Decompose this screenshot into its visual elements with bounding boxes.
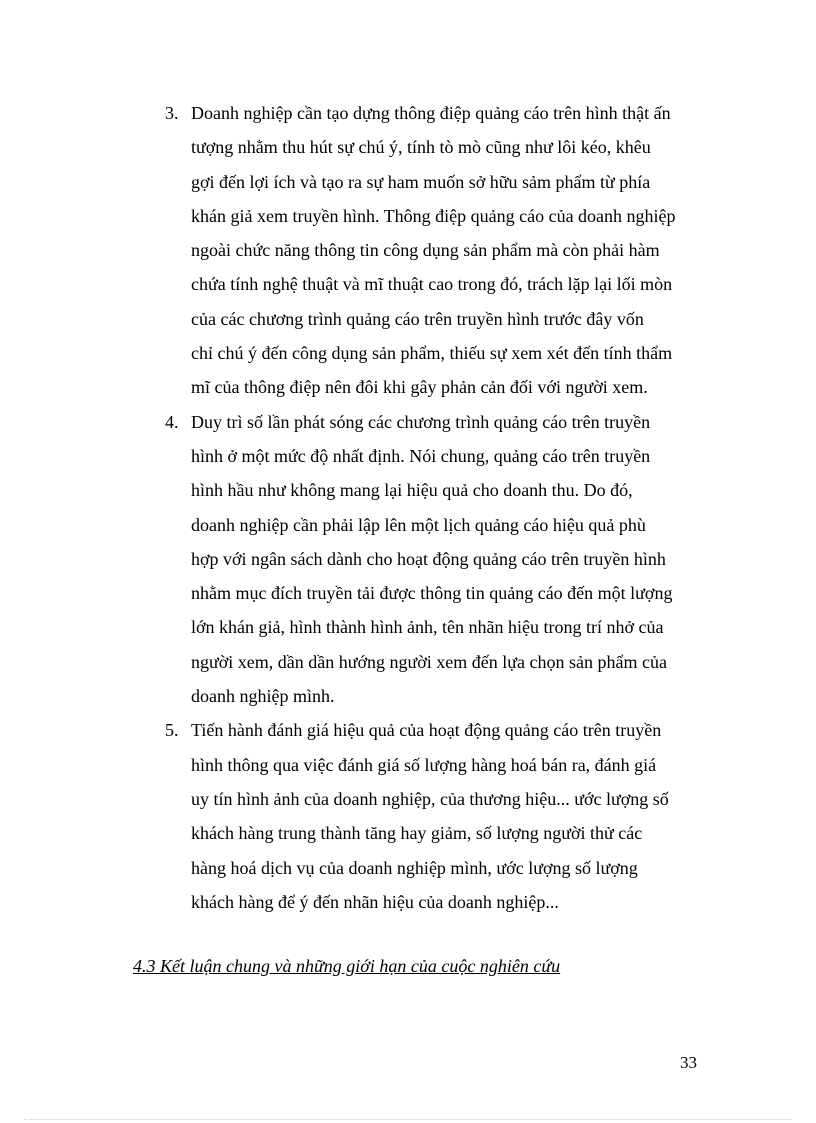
list-item-line: khách hàng trung thành tăng hay giảm, số lượng người thử các xyxy=(191,823,643,844)
list-item-line: Doanh nghiệp cần tạo dựng thông điệp quảng cáo trên hình thật ấn xyxy=(191,103,671,123)
list-item xyxy=(160,405,705,714)
list-item-number: 3. xyxy=(165,103,179,123)
list-item-line: khán giả xem truyền hình. Thông điệp quảng cáo của doanh nghiệp xyxy=(191,205,676,226)
list-item-line: tượng nhằm thu hút sự chú ý, tính tò mò cũng như lôi kéo, khêu xyxy=(191,137,651,158)
list-item-number: 5. xyxy=(165,720,179,741)
list-item-line: mĩ của thông điệp nên đôi khi gây phản cản đối với người xem. xyxy=(191,377,648,398)
list-item-line: ngoài chức năng thông tin công dụng sản phẩm mà còn phải hàm xyxy=(191,240,660,261)
list-item-line: doanh nghiệp mình. xyxy=(191,686,335,707)
list-item-line: chỉ chú ý đến công dụng sản phẩm, thiếu sự xem xét đến tính thẩm xyxy=(191,343,673,364)
list-item-line: doanh nghiệp cần phải lập lên một lịch quảng cáo hiệu quả phù xyxy=(191,514,646,535)
list-item-line: nhằm mục đích truyền tải được thông tin quảng cáo đến một lượng xyxy=(191,583,673,604)
section-heading: 4.3 Kết luận chung và những giới hạn của cuộc nghiên cứu xyxy=(133,956,561,976)
list-item-line: khách hàng để ý đến nhãn hiệu của doanh nghiệp... xyxy=(191,891,559,912)
list-item-line: lớn khán giả, hình thành hình ảnh, tên nhãn hiệu trong trí nhở của xyxy=(191,617,664,638)
list-item xyxy=(160,713,705,919)
list-item-line: hình ở một mức độ nhất định. Nói chung, quảng cáo trên truyền xyxy=(191,445,651,466)
list-item-line: hình hầu như không mang lại hiệu quả cho doanh thu. Do đó, xyxy=(191,480,633,501)
footer-divider xyxy=(24,1119,792,1120)
list-item-line: uy tín hình ảnh của doanh nghiệp, của thương hiệu... ước lượng số xyxy=(191,788,669,809)
list-item-line: hình thông qua việc đánh giá số lượng hàng hoá bán ra, đánh giá xyxy=(191,754,657,775)
list-item-line: Duy trì số lần phát sóng các chương trình quảng cáo trên truyền xyxy=(191,411,651,432)
list-item-line: hợp với ngân sách dành cho hoạt động quảng cáo trên truyền hình xyxy=(191,548,666,569)
list-item-line: người xem, dần dần hướng người xem đến lựa chọn sản phẩm của xyxy=(191,651,667,672)
list-item-line: chứa tính nghệ thuật và mĩ thuật cao trong đó, trách lặp lại lối mòn xyxy=(191,274,673,295)
page-number: 33 xyxy=(680,1053,697,1072)
list-item-line: Tiến hành đánh giá hiệu quả của hoạt động quảng cáo trên truyền xyxy=(191,720,662,741)
list-item-number: 4. xyxy=(165,411,179,432)
list-item xyxy=(160,96,705,405)
list-item-line: của các chương trình quảng cáo trên truyền hình trước đây vốn xyxy=(191,308,644,329)
list-item-line: gợi đến lợi ích và tạo ra sự ham muốn sở hữu sảm phẩm từ phía xyxy=(191,171,651,192)
list-item-line: hàng hoá dịch vụ của doanh nghiệp mình, ước lượng số lượng xyxy=(191,857,638,878)
recommendation-list xyxy=(160,96,705,919)
